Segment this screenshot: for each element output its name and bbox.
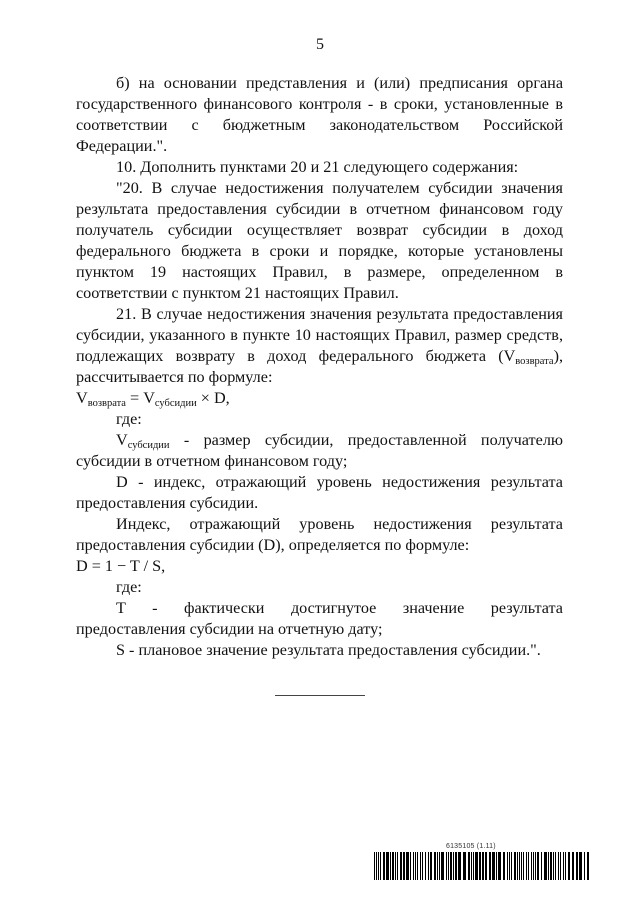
barcode-bar: [430, 852, 432, 880]
barcode-icon: [374, 852, 589, 880]
barcode-bar: [509, 852, 510, 880]
barcode-bar: [441, 852, 444, 880]
barcode-bar: [397, 852, 398, 880]
barcode-bar: [437, 852, 438, 880]
definition: D - индекс, отражающий уровень недостижения результата предоставления субсидии.: [76, 473, 563, 512]
barcode-bar: [523, 852, 524, 880]
definition-text: - размер субсидии, предоставленной получателю субсидии в отчетном финансовом году;: [76, 431, 563, 470]
barcode-bar: [383, 852, 385, 880]
footer-barcode-block: [374, 843, 589, 881]
barcode-bar: [453, 852, 454, 880]
paragraph: Индекс, отражающий уровень недостижения результата предоставления субсидии (D), определяется по формуле:: [76, 515, 563, 554]
barcode-bar: [475, 852, 478, 880]
barcode-bar: [492, 852, 495, 880]
barcode-bar: [395, 852, 396, 880]
barcode-bar: [417, 852, 418, 880]
barcode-bar: [455, 852, 457, 880]
paragraph: "20. В случае недостижения получателем субсидии значения результата предоставления субсидии в отчетном финансовом году получатель субсидии осуществляет возврат субсидии в доход федерального бюджета в сроки и порядке, которые установлены пунктом 19 настоящих Правил, в размере, определенном в соответствии с пунктом 21 настоящих Правил.: [76, 179, 563, 302]
barcode-bar: [496, 852, 497, 880]
barcode-bar: [584, 852, 585, 880]
barcode-bar: [415, 852, 416, 880]
barcode-label: 6135105 (1.11): [446, 843, 496, 850]
barcode-bar: [376, 852, 377, 880]
barcode-bar: [572, 852, 574, 880]
barcode-bar: [535, 852, 536, 880]
barcode-bar: [471, 852, 472, 880]
formula-var: V: [76, 389, 88, 407]
barcode-bar: [568, 852, 570, 880]
definition-subscript: субсидии: [127, 440, 170, 451]
barcode-bar: [468, 852, 470, 880]
barcode-bar: [511, 852, 512, 880]
page-number: 5: [316, 36, 324, 53]
barcode-bar: [544, 852, 547, 880]
formula-refund: [76, 388, 563, 409]
barcode-bar: [428, 852, 429, 880]
definition: S - плановое значение результата предоставления субсидии.".: [116, 641, 541, 659]
barcode-bar: [555, 852, 556, 880]
barcode-bar: [425, 852, 426, 880]
barcode-bar: [563, 852, 564, 880]
barcode-bar: [587, 852, 589, 880]
barcode-bar: [579, 852, 582, 880]
barcode-bar: [541, 852, 542, 880]
barcode-bar: [386, 852, 389, 880]
definition: [76, 430, 563, 472]
barcode-bar: [482, 852, 484, 880]
barcode-bar: [422, 852, 423, 880]
paragraph-text: 21. В случае недостижения значения результата предоставления субсидии, указанного в пункте 10 настоящих Правил, размер средств, подлежащих возврату в доход федерального бюджета (V: [76, 305, 563, 365]
barcode-bar: [390, 852, 391, 880]
barcode-bar: [498, 852, 501, 880]
barcode-bar: [517, 852, 518, 880]
barcode-bar: [434, 852, 436, 880]
barcode-bar: [528, 852, 529, 880]
barcode-bar: [485, 852, 487, 880]
barcode-bar: [473, 852, 474, 880]
barcode-bar: [463, 852, 466, 880]
paragraph: 10. Дополнить пунктами 20 и 21 следующего содержания:: [116, 158, 519, 176]
barcode-bar: [503, 852, 505, 880]
barcode-bar: [400, 852, 402, 880]
formula-var: = V: [125, 389, 155, 407]
barcode-bar: [479, 852, 481, 880]
barcode-bar: [514, 852, 516, 880]
where-label: где:: [116, 410, 142, 428]
barcode-bar: [548, 852, 549, 880]
barcode-bar: [446, 852, 447, 880]
barcode-bar: [550, 852, 552, 880]
barcode-bar: [537, 852, 539, 880]
barcode-bar: [558, 852, 559, 880]
formula-index: D = 1 − T / S,: [76, 557, 166, 575]
barcode-bar: [403, 852, 405, 880]
paragraph-text: ), рассчитывается по формуле:: [76, 347, 563, 386]
barcode-bar: [531, 852, 532, 880]
barcode-bar: [565, 852, 566, 880]
definition-var: V: [116, 431, 128, 449]
barcode-bar: [374, 852, 375, 880]
paragraph: [76, 304, 563, 388]
barcode-bar: [533, 852, 534, 880]
barcode-bar: [576, 852, 578, 880]
barcode-bar: [378, 852, 379, 880]
barcode-bar: [410, 852, 411, 880]
barcode-bar: [439, 852, 440, 880]
barcode-bar: [489, 852, 491, 880]
barcode-bar: [526, 852, 527, 880]
paragraph: б) на основании представления и (или) предписания органа государственного финансового контроля - в сроки, установленные в соответствии с бюджетным законодательством Российской Федерации.".: [76, 74, 563, 155]
formula-tail: × D,: [196, 389, 230, 407]
barcode-bar: [553, 852, 554, 880]
barcode-bar: [413, 852, 414, 880]
barcode-bar: [507, 852, 508, 880]
subscript: возврата: [515, 356, 554, 367]
barcode-bar: [448, 852, 449, 880]
formula-subscript: возврата: [87, 398, 126, 409]
barcode-bar: [521, 852, 522, 880]
where-label: где:: [116, 578, 142, 596]
barcode-bar: [560, 852, 561, 880]
barcode-bar: [392, 852, 394, 880]
document-body: [76, 73, 563, 661]
definition: T - фактически достигнутое значение результата предоставления субсидии на отчетную дату;: [76, 599, 563, 638]
barcode-bar: [450, 852, 452, 880]
formula-subscript: субсидии: [154, 398, 197, 409]
barcode-bar: [380, 852, 381, 880]
barcode-bar: [420, 852, 421, 880]
barcode-bar: [458, 852, 461, 880]
barcode-bar: [406, 852, 409, 880]
barcode-bar: [519, 852, 520, 880]
separator-line: [275, 695, 365, 696]
